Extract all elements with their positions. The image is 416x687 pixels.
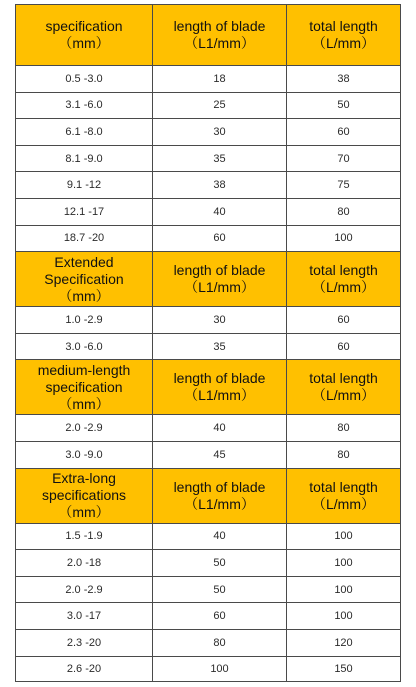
table-group-standard — [15, 4, 401, 251]
cell-total-length: 100 — [286, 602, 401, 629]
cell-specification: 6.1 -8.0 — [15, 118, 152, 145]
table-header-row — [15, 359, 401, 414]
cell-total-length: 70 — [286, 145, 401, 172]
table-row — [15, 629, 401, 656]
cell-specification: 2.3 -20 — [15, 629, 152, 656]
table-row — [15, 118, 401, 145]
header-total-length: total length （L/mm） — [286, 251, 401, 306]
header-specification: Extra-long specifications （mm） — [15, 468, 152, 523]
header-specification: medium-length specification （mm） — [15, 359, 152, 414]
header-blade-length: length of blade （L1/mm） — [152, 359, 286, 414]
table-row — [15, 225, 401, 252]
cell-blade-length: 50 — [152, 549, 286, 576]
cell-total-length: 80 — [286, 441, 401, 468]
table-row — [15, 523, 401, 550]
cell-specification: 18.7 -20 — [15, 225, 152, 252]
table-row — [15, 306, 401, 333]
cell-specification: 8.1 -9.0 — [15, 145, 152, 172]
cell-specification: 2.0 -2.9 — [15, 414, 152, 441]
header-blade-length: length of blade （L1/mm） — [152, 251, 286, 306]
cell-blade-length: 38 — [152, 171, 286, 198]
table-row — [15, 65, 401, 92]
table-group-medium-length — [15, 359, 401, 467]
table-row — [15, 92, 401, 119]
spec-table — [15, 4, 401, 682]
cell-total-length: 60 — [286, 118, 401, 145]
cell-total-length: 60 — [286, 306, 401, 333]
cell-blade-length: 40 — [152, 414, 286, 441]
cell-blade-length: 45 — [152, 441, 286, 468]
table-header-row — [15, 4, 401, 65]
table-row — [15, 333, 401, 360]
table-row — [15, 656, 401, 683]
cell-blade-length: 30 — [152, 306, 286, 333]
header-total-length: total length （L/mm） — [286, 359, 401, 414]
cell-blade-length: 50 — [152, 576, 286, 603]
header-specification: Extended Specification （mm） — [15, 251, 152, 306]
table-row — [15, 602, 401, 629]
cell-total-length: 38 — [286, 65, 401, 92]
cell-blade-length: 60 — [152, 602, 286, 629]
cell-blade-length: 35 — [152, 145, 286, 172]
cell-blade-length: 100 — [152, 656, 286, 683]
cell-specification: 9.1 -12 — [15, 171, 152, 198]
cell-blade-length: 35 — [152, 333, 286, 360]
table-row — [15, 441, 401, 468]
table-header-row — [15, 251, 401, 306]
table-group-extra-long — [15, 468, 401, 683]
cell-total-length: 100 — [286, 576, 401, 603]
table-row — [15, 198, 401, 225]
table-row — [15, 171, 401, 198]
cell-specification: 3.1 -6.0 — [15, 92, 152, 119]
header-blade-length: length of blade （L1/mm） — [152, 4, 286, 65]
cell-specification: 1.5 -1.9 — [15, 523, 152, 550]
cell-blade-length: 30 — [152, 118, 286, 145]
cell-specification: 0.5 -3.0 — [15, 65, 152, 92]
cell-blade-length: 80 — [152, 629, 286, 656]
cell-blade-length: 18 — [152, 65, 286, 92]
header-specification: specification （mm） — [15, 4, 152, 65]
table-row — [15, 576, 401, 603]
cell-blade-length: 60 — [152, 225, 286, 252]
cell-specification: 3.0 -9.0 — [15, 441, 152, 468]
cell-total-length: 100 — [286, 523, 401, 550]
table-row — [15, 414, 401, 441]
header-total-length: total length （L/mm） — [286, 4, 401, 65]
cell-blade-length: 25 — [152, 92, 286, 119]
cell-specification: 2.6 -20 — [15, 656, 152, 683]
cell-total-length: 100 — [286, 225, 401, 252]
cell-total-length: 75 — [286, 171, 401, 198]
cell-total-length: 120 — [286, 629, 401, 656]
cell-specification: 3.0 -6.0 — [15, 333, 152, 360]
table-group-extended — [15, 251, 401, 359]
cell-specification: 3.0 -17 — [15, 602, 152, 629]
cell-total-length: 60 — [286, 333, 401, 360]
table-row — [15, 145, 401, 172]
cell-specification: 2.0 -2.9 — [15, 576, 152, 603]
cell-total-length: 80 — [286, 414, 401, 441]
table-header-row — [15, 468, 401, 523]
header-blade-length: length of blade （L1/mm） — [152, 468, 286, 523]
cell-specification: 2.0 -18 — [15, 549, 152, 576]
cell-total-length: 100 — [286, 549, 401, 576]
cell-total-length: 80 — [286, 198, 401, 225]
cell-total-length: 50 — [286, 92, 401, 119]
cell-total-length: 150 — [286, 656, 401, 683]
cell-blade-length: 40 — [152, 198, 286, 225]
cell-specification: 1.0 -2.9 — [15, 306, 152, 333]
header-total-length: total length （L/mm） — [286, 468, 401, 523]
cell-specification: 12.1 -17 — [15, 198, 152, 225]
cell-blade-length: 40 — [152, 523, 286, 550]
table-row — [15, 549, 401, 576]
